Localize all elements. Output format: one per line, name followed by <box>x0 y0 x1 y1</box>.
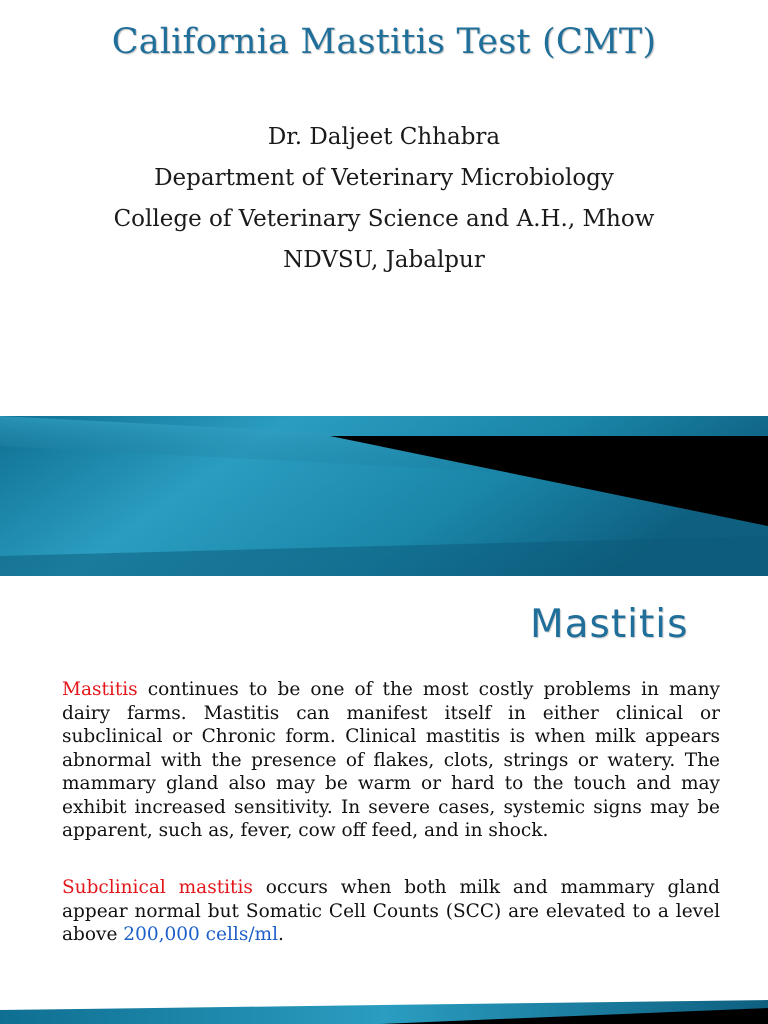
slide-title: California Mastitis Test (CMT) <box>111 22 657 62</box>
author-name: Dr. Daljeet Chhabra <box>267 124 501 150</box>
author-department: Department of Veterinary Microbiology <box>154 165 614 191</box>
decorative-bottom-bar <box>0 994 768 1024</box>
content-slide <box>0 576 768 1024</box>
scc-threshold: 200,000 cells/ml <box>123 924 279 945</box>
slide-title-mastitis: Mastitis <box>530 602 689 647</box>
paragraph-text: continues to be one of the most costly problems in many dairy farms. Mastitis can manifest itself in either clinical or subclinical or Chronic form. Clinical mastitis is when milk appears abnormal with the presence of flakes, clots, strings or watery. The mammary gland also may be warm or hard to the touch and may exhibit increased sensitivity. In severe cases, systemic signs may be apparent, such as, fever, cow off feed, and in shock. <box>62 679 720 841</box>
highlight-mastitis: Mastitis <box>62 679 138 700</box>
highlight-subclinical: Subclinical mastitis <box>62 877 253 898</box>
paragraph-text: occurs when both milk and mammary gland appear normal but Somatic Cell Counts (SCC) are elevated to a level above <box>62 877 720 945</box>
paragraph-mastitis <box>62 678 720 843</box>
paragraph-subclinical <box>62 876 720 947</box>
author-block <box>0 117 768 281</box>
author-college: College of Veterinary Science and A.H., Mhow <box>113 206 655 232</box>
author-university: NDVSU, Jabalpur <box>283 247 485 273</box>
paragraph-end: . <box>278 924 284 945</box>
decorative-banner <box>0 416 768 576</box>
